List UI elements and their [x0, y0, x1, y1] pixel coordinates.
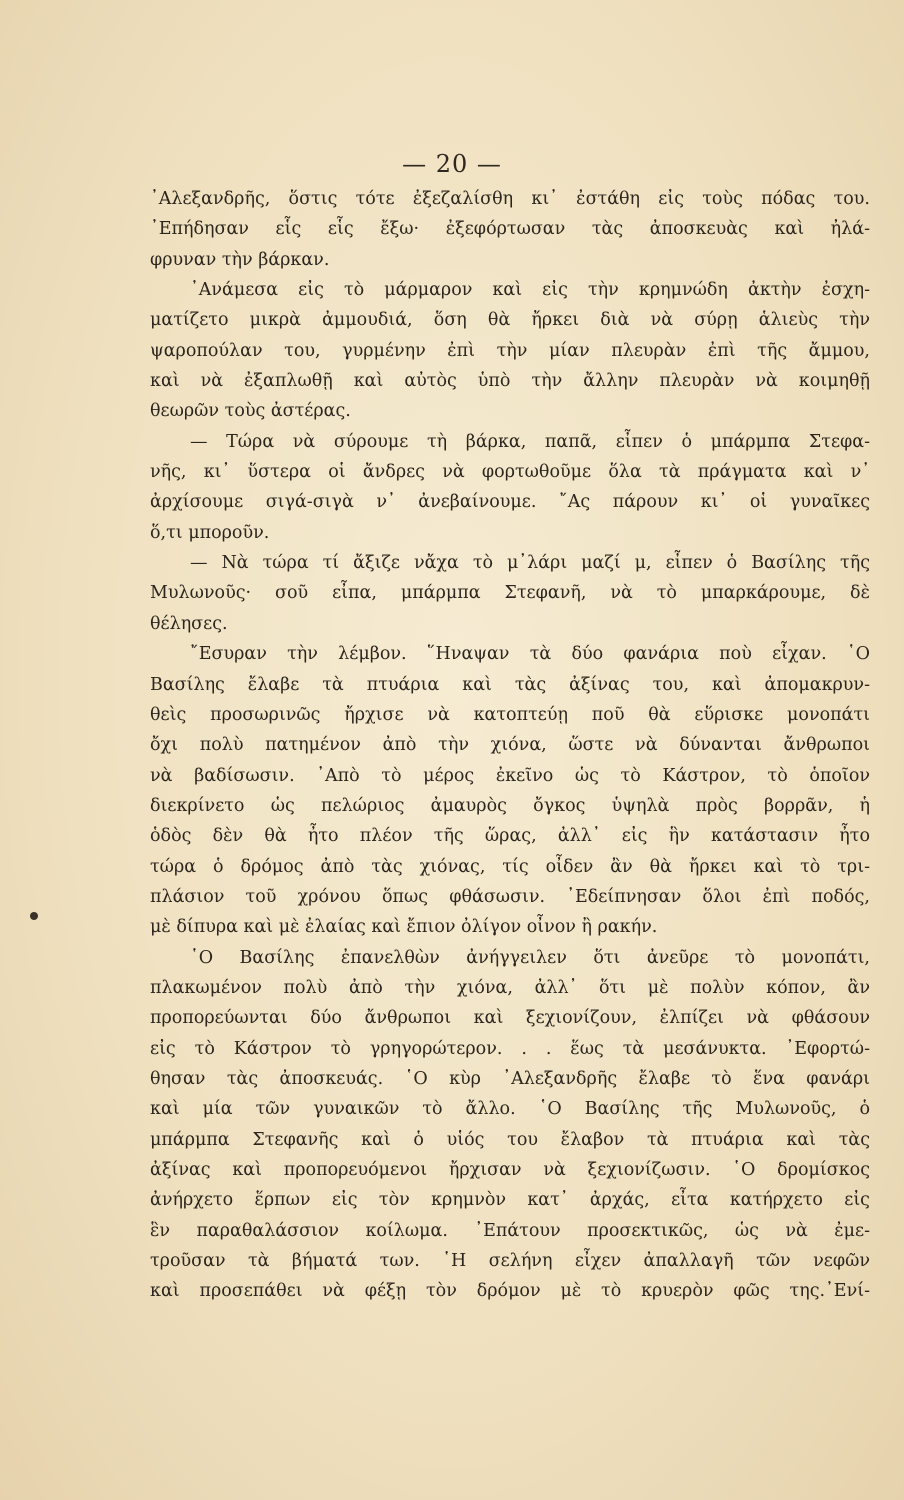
text-line: εἰς τὸ Κάστρον τὸ γρηγορώτερον. . . ἕως τὰ μεσάνυκτα. ᾿Εφορτώ-: [150, 1038, 870, 1059]
text-line: Βασίλης ἔλαβε τὰ πτυάρια καὶ τὰς ἀξίνας του, καὶ ἀπομακρυν-: [150, 674, 870, 695]
text-line: ἀξίνας καὶ προπορευόμενοι ἤρχισαν νὰ ξεχιονίζωσιν. ῾Ο δρομίσκος: [150, 1160, 870, 1180]
text-line: ματίζετο μικρὰ ἀμμουδιά, ὅση θὰ ἤρκει διὰ νὰ σύρῃ ἁλιεὺς τὴν: [150, 310, 870, 331]
text-line: πλάσιον τοῦ χρόνου ὅπως φθάσωσιν. ᾿Εδείπνησαν ὅλοι ἐπὶ ποδός,: [150, 886, 870, 907]
text-line: μὲ δίπυρα καὶ μὲ ἐλαίας καὶ ἔπιον ὀλίγον οἶνον ἢ ρακήν.: [150, 917, 658, 938]
text-line: ῎Εσυραν τὴν λέμβον. ῞Ηναψαν τὰ δύο φανάρια ποὺ εἶχαν. ῾Ο: [190, 644, 870, 665]
page-number: — 20 —: [402, 150, 502, 178]
text-line: ἀνήρχετο ἕρπων εἰς τὸν κρημνὸν κατ᾿ ἀρχάς, εἶτα κατήρχετο εἰς: [150, 1190, 870, 1211]
text-line: ὁδὸς δὲν θὰ ἦτο πλέον τῆς ὥρας, ἀλλ᾿ εἰς ἣν κατάστασιν ἦτο: [150, 826, 870, 847]
text-line: ἓν παραθαλάσσιον κοίλωμα. ᾿Επάτουν προσεκτικῶς, ὡς νὰ ἐμε-: [150, 1220, 870, 1241]
text-line: τώρα ὁ δρόμος ἀπὸ τὰς χιόνας, τίς οἶδεν ἂν θὰ ἤρκει καὶ τὸ τρι-: [150, 856, 870, 877]
text-line: φρυναν τὴν βάρκαν.: [150, 249, 330, 270]
text-line: καὶ νὰ ἐξαπλωθῇ καὶ αὐτὸς ὑπὸ τὴν ἄλλην πλευρὰν νὰ κοιμηθῇ: [150, 371, 870, 392]
text-line: θέλησες.: [150, 613, 228, 634]
text-line: πλακωμένον πολὺ ἀπὸ τὴν χιόνα, ἀλλ᾿ ὅτι μὲ πολὺν κόπον, ἂν: [150, 977, 870, 998]
text-line: Μυλωνοῦς· σοῦ εἶπα, μπάρμπα Στεφανῆ, νὰ τὸ μπαρκάρουμε, δὲ: [150, 583, 870, 604]
text-line: ψαροπούλαν του, γυρμένην ἐπὶ τὴν μίαν πλευρὰν ἐπὶ τῆς ἄμμου,: [150, 340, 870, 361]
text-line: διεκρίνετο ὡς πελώριος ἀμαυρὸς ὄγκος ὑψηλὰ πρὸς βορρᾶν, ἡ: [150, 795, 870, 816]
text-line: ᾿Ανάμεσα εἰς τὸ μάρμαρον καὶ εἰς τὴν κρημνώδη ἀκτὴν ἐσχη-: [190, 280, 870, 301]
text-line: ῾Ο Βασίλης ἐπανελθὼν ἀνήγγειλεν ὅτι ἀνεῦρε τὸ μονοπάτι,: [190, 947, 870, 968]
text-line: ᾿Επήδησαν εἷς εἷς ἔξω· ἐξεφόρτωσαν τὰς ἀποσκευὰς καὶ ἠλά-: [150, 219, 870, 240]
text-line: νὰ βαδίσωσιν. ᾿Απὸ τὸ μέρος ἐκεῖνο ὡς τὸ Κάστρον, τὸ ὁποῖον: [150, 765, 870, 786]
text-line: νῆς, κι᾿ ὕστερα οἱ ἄνδρες νὰ φορτωθοῦμε ὅλα τὰ πράγματα καὶ ν᾿: [150, 462, 870, 483]
text-line: θεωρῶν τοὺς ἀστέρας.: [150, 401, 351, 422]
text-line: καὶ προσεπάθει νὰ φέξῃ τὸν δρόμον μὲ τὸ κρυερὸν φῶς της.᾿Ενί-: [150, 1281, 870, 1302]
ink-speck: [30, 912, 38, 920]
text-line: ὄχι πολὺ πατημένον ἀπὸ τὴν χιόνα, ὥστε νὰ δύνανται ἄνθρωποι: [150, 735, 870, 756]
text-line: τροῦσαν τὰ βήματά των. ῾Η σελήνη εἶχεν ἀπαλλαγῆ τῶν νεφῶν: [150, 1251, 870, 1272]
text-line: ᾿Αλεξανδρῆς, ὅστις τότε ἐξεζαλίσθη κι᾿ ἐστάθη εἰς τοὺς πόδας του.: [150, 189, 870, 209]
text-line: — Νὰ τώρα τί ἄξιζε νἄχα τὸ μ᾿λάρι μαζί μ, εἶπεν ὁ Βασίλης τῆς: [190, 553, 870, 574]
text-line: μπάρμπα Στεφανῆς καὶ ὁ υἱός του ἔλαβον τὰ πτυάρια καὶ τὰς: [150, 1129, 870, 1150]
text-line: θησαν τὰς ἀποσκευάς. ῾Ο κὺρ ᾿Αλεξανδρῆς ἔλαβε τὸ ἕνα φανάρι: [150, 1068, 870, 1089]
text-line: θεὶς προσωρινῶς ἤρχισε νὰ κατοπτεύῃ ποῦ θὰ εὕρισκε μονοπάτι: [150, 704, 870, 725]
text-line: ἀρχίσουμε σιγά-σιγὰ ν᾿ ἀνεβαίνουμε. ῎Ας πάρουν κι᾿ οἱ γυναῖκες: [150, 492, 870, 513]
text-line: καὶ μία τῶν γυναικῶν τὸ ἄλλο. ῾Ο Βασίλης τῆς Μυλωνοῦς, ὁ: [150, 1099, 870, 1120]
text-line: προπορεύωνται δύο ἄνθρωποι καὶ ξεχιονίζουν, ἐλπίζει νὰ φθάσουν: [150, 1008, 870, 1029]
text-line: — Τώρα νὰ σύρουμε τὴ βάρκα, παπᾶ, εἶπεν ὁ μπάρμπα Στεφα-: [190, 431, 870, 452]
text-line: ὅ,τι μποροῦν.: [150, 522, 270, 543]
body-text: [150, 184, 870, 1307]
